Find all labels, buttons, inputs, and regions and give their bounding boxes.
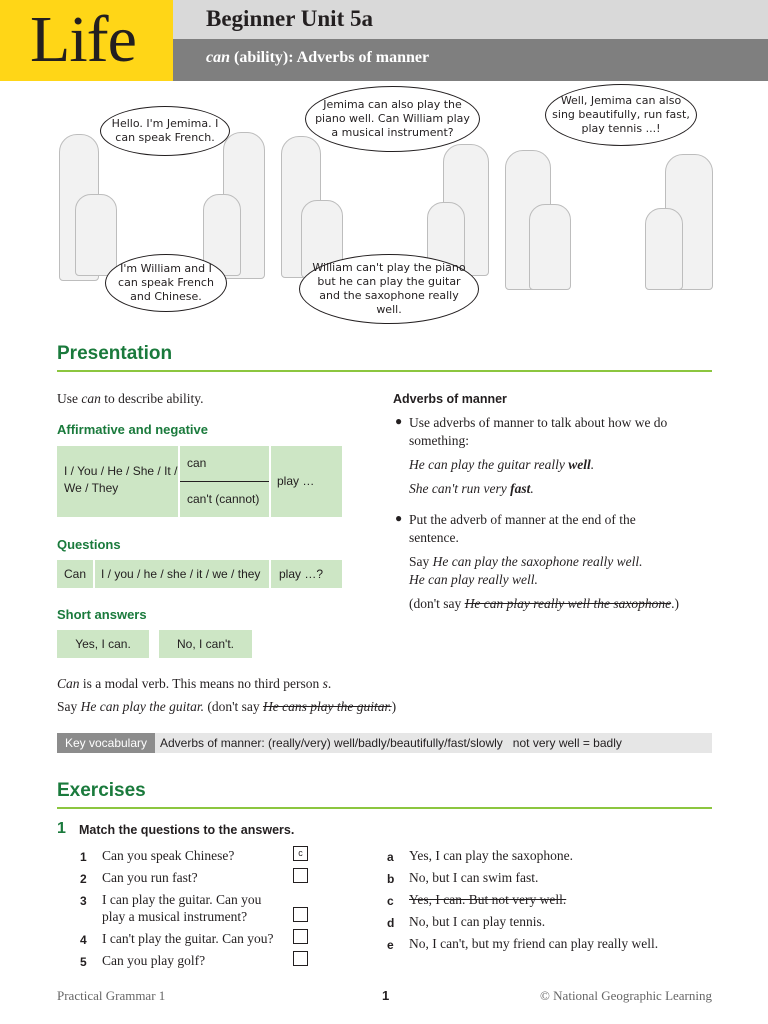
bullet-2-text: Put the adverb of manner at the end of the sentence. (409, 512, 636, 545)
answer-a-letter: a (387, 850, 394, 864)
topic-can: can (206, 49, 230, 66)
speech-bubble-3: Jemima can also play the piano well. Can William play a musical instrument? (305, 86, 480, 152)
answer-a-text: Yes, I can play the saxophone. (409, 848, 573, 863)
answer-e-letter: e (387, 938, 394, 952)
exercise-1-number: 1 (57, 820, 66, 837)
example-1-c: . (590, 457, 595, 472)
q-subject: I / you / he / she / it / we / they (101, 567, 261, 581)
brand-logo (0, 0, 173, 81)
say-note-3: (don't say (203, 699, 264, 714)
q3-answer-box[interactable] (293, 907, 308, 922)
aff-subject-cell (57, 446, 178, 517)
q1-number: 1 (80, 850, 87, 864)
modal-note-3: s (322, 676, 328, 691)
topic-title (206, 49, 429, 67)
answer-b-text: No, but I can swim fast. (409, 870, 539, 885)
use-can-text-3: to describe ability. (100, 391, 204, 406)
example-1 (409, 456, 594, 474)
dont-say-2-a: (don't say (409, 596, 465, 611)
short-yes-cell (57, 630, 149, 658)
q3-text: I can play the guitar. Can you play a musical instrument? (102, 892, 262, 924)
bullet-1-text: Use adverbs of manner to talk about how we do something: (409, 415, 668, 448)
presentation-heading: Presentation (57, 343, 173, 364)
q-can-cell (57, 560, 93, 588)
aff-can: can (187, 456, 207, 470)
q-verb-cell (271, 560, 342, 588)
aff-can-cell (180, 446, 269, 481)
footer-left: Practical Grammar 1 (57, 988, 166, 1003)
unit-title-bar (173, 0, 768, 39)
logo-text: Life (30, 3, 136, 76)
speech-bubble-2: I'm William and I can speak French and Chinese. (105, 254, 227, 312)
topic-bar (173, 39, 768, 81)
answer-e-text: No, I can't, but my friend can play really well. (409, 936, 659, 951)
use-can-text (57, 390, 203, 408)
bullet-dot-icon: ● (395, 414, 403, 428)
say-note-1: Say (57, 699, 81, 714)
q4-text: I can't play the guitar. Can you? (102, 931, 274, 946)
key-vocab-bar (57, 733, 712, 753)
say-note (57, 698, 396, 716)
comic-strip (55, 84, 715, 324)
aff-verb-cell (271, 446, 342, 517)
aff-verb: play … (277, 474, 315, 488)
presentation-rule (57, 370, 712, 372)
aff-cant-cell (180, 482, 269, 517)
exercises-rule (57, 807, 712, 809)
q5-text: Can you play golf? (102, 953, 206, 968)
q2-text: Can you run fast? (102, 870, 198, 885)
key-vocab-label: Key vocabulary (57, 733, 155, 753)
footer-page-number: 1 (382, 988, 390, 1003)
questions-heading: Questions (57, 537, 121, 552)
answer-b-letter: b (387, 872, 395, 886)
example-2-a: She can't run very (409, 481, 511, 496)
example-2-c: . (530, 481, 534, 496)
q-verb: play …? (279, 567, 324, 581)
modal-note-1: Can (57, 676, 80, 691)
q4-number: 4 (80, 933, 87, 947)
q1-answer-box[interactable]: c (293, 846, 308, 861)
say-3 (409, 571, 538, 589)
say-note-2: He can play the guitar. (80, 699, 204, 714)
q-can: Can (64, 567, 87, 581)
q5-number: 5 (80, 955, 87, 969)
adverbs-heading: Adverbs of manner (393, 392, 507, 406)
aff-neg-heading: Affirmative and negative (57, 422, 208, 437)
q4-answer-box[interactable] (293, 929, 308, 944)
q1-text: Can you speak Chinese? (102, 848, 235, 863)
short-answers-heading: Short answers (57, 607, 147, 622)
modal-note-4: . (327, 676, 332, 691)
example-1-a: He can play the guitar really (409, 457, 569, 472)
say-2-b: He can play the saxophone really well. (432, 554, 643, 569)
aff-cant: can't (cannot) (187, 492, 260, 506)
unit-title: Beginner Unit 5a (206, 6, 373, 31)
answer-c-text (409, 891, 566, 909)
aff-subject: I / You / He / She / It / We / They (64, 464, 178, 495)
dont-say-2 (409, 595, 679, 613)
use-can-text-1: Use (57, 391, 82, 406)
example-2 (409, 480, 534, 498)
answer-d-text: No, but I can play tennis. (409, 914, 546, 929)
q-subject-cell (95, 560, 269, 588)
modal-note-2: is a modal verb. This means no third person (79, 676, 323, 691)
short-yes: Yes, I can. (75, 637, 131, 651)
topic-rest: (ability): Adverbs of manner (230, 49, 430, 66)
bullet-1 (393, 414, 713, 450)
short-no: No, I can't. (177, 637, 234, 651)
bullet-2 (393, 511, 713, 547)
cartoon-william-figure (75, 194, 117, 276)
q3-number: 3 (80, 894, 87, 908)
dont-say-2-b: He can play really well the saxophone (464, 596, 672, 611)
dont-say-2-c: .) (671, 596, 680, 611)
q2-number: 2 (80, 872, 87, 886)
say-note-5: ) (391, 699, 397, 714)
footer-right: © National Geographic Learning (540, 988, 712, 1003)
example-1-b: well (568, 457, 591, 472)
modal-note (57, 675, 331, 693)
answer-d-letter: d (387, 916, 395, 930)
q5-answer-box[interactable] (293, 951, 308, 966)
use-can-text-2: can (81, 391, 101, 406)
q2-answer-box[interactable] (293, 868, 308, 883)
speech-bubble-5: Well, Jemima can also sing beautifully, run fast, play tennis ...! (545, 84, 697, 146)
cartoon-woman-figure-3 (645, 208, 683, 290)
say-2-a: Say (409, 554, 433, 569)
say-3-text: He can play really well. (409, 572, 538, 587)
key-vocab-text: Adverbs of manner: (really/very) well/badly/beautifully/fast/slowly not very well = badly (160, 736, 622, 750)
speech-bubble-4: William can't play the piano but he can play the guitar and the saxophone really well. (299, 254, 479, 324)
answer-c-letter: c (387, 894, 394, 908)
exercises-heading: Exercises (57, 780, 146, 801)
say-note-4: He cans play the guitar. (263, 699, 392, 714)
bullet-dot-icon: ● (395, 511, 403, 525)
cartoon-william-figure-3 (529, 204, 571, 290)
example-2-b: fast (510, 481, 531, 496)
exercise-1-instruction: Match the questions to the answers. (79, 823, 295, 837)
short-no-cell (159, 630, 252, 658)
answer-c-struck: Yes, I can. But not very well. (409, 892, 567, 907)
say-2 (409, 553, 642, 571)
speech-bubble-1: Hello. I'm Jemima. I can speak French. (100, 106, 230, 156)
